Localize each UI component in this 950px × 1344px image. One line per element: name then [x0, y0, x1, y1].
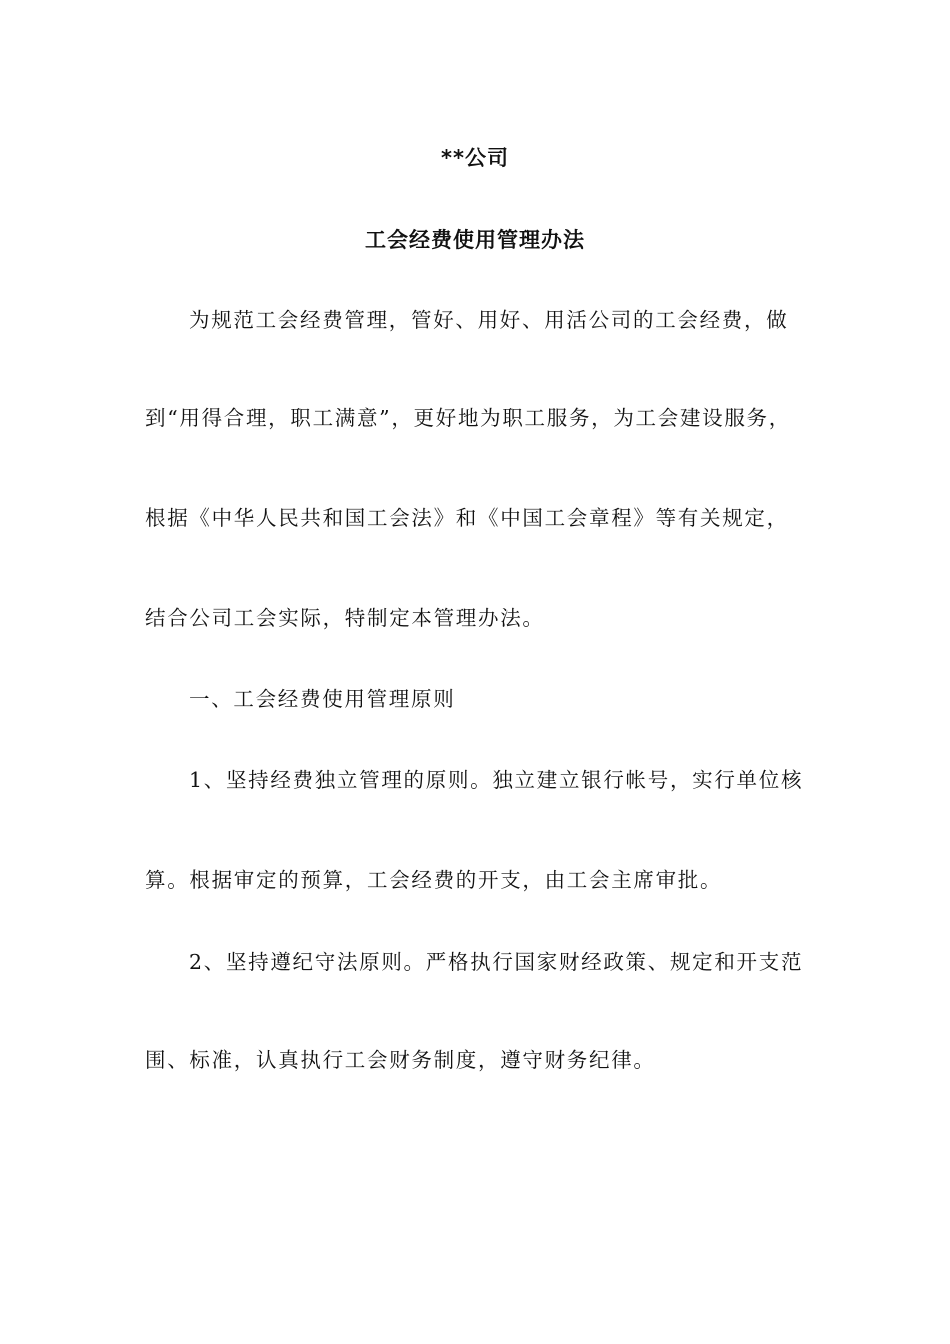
paragraph-line: 根据《中华人民共和国工会法》和《中国工会章程》等有关规定， — [145, 506, 789, 530]
section-heading: 一、工会经费使用管理原则 — [189, 687, 456, 711]
document-title: 工会经费使用管理办法 — [365, 228, 585, 252]
paragraph-line: 结合公司工会实际，特制定本管理办法。 — [145, 606, 545, 630]
paragraph-line: 围、标准，认真执行工会财务制度，遵守财务纪律。 — [145, 1048, 656, 1072]
paragraph-line: 2、坚持遵纪守法原则。严格执行国家财经政策、规定和开支范 — [189, 950, 804, 974]
paragraph-line: 为规范工会经费管理，管好、用好、用活公司的工会经费，做 — [189, 308, 789, 332]
paragraph-line: 算。根据审定的预算，工会经费的开支，由工会主席审批。 — [145, 868, 723, 892]
paragraph-line: 1、坚持经费独立管理的原则。独立建立银行帐号，实行单位核 — [189, 768, 804, 792]
paragraph-line: 到“用得合理，职工满意”，更好地为职工服务，为工会建设服务， — [145, 406, 791, 430]
company-name: **公司 — [441, 146, 509, 170]
